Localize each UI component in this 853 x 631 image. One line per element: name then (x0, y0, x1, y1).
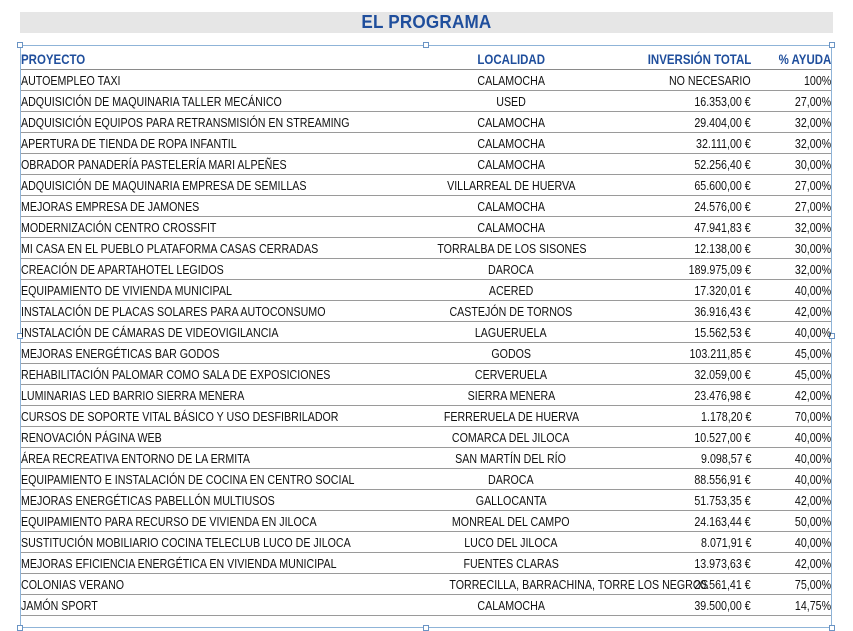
cell-localidad: USED (421, 91, 601, 112)
resize-handle-top-left[interactable] (17, 42, 23, 48)
cell-ayuda: 30,00% (751, 154, 831, 175)
cell-localidad: GALLOCANTA (421, 490, 601, 511)
cell-ayuda: 42,00% (751, 490, 831, 511)
cell-proyecto: MEJORAS EFICIENCIA ENERGÉTICA EN VIVIENDA MUNICIPAL (21, 553, 421, 574)
cell-ayuda: 70,00% (751, 406, 831, 427)
table-row (21, 154, 831, 175)
cell-proyecto: EQUIPAMIENTO DE VIVIENDA MUNICIPAL (21, 280, 421, 301)
table-body (21, 70, 831, 616)
table-row (21, 175, 831, 196)
cell-localidad: MONREAL DEL CAMPO (421, 511, 601, 532)
cell-ayuda: 27,00% (751, 196, 831, 217)
cell-proyecto: ÁREA RECREATIVA ENTORNO DE LA ERMITA (21, 448, 421, 469)
cell-inversion: 29.404,00 € (601, 112, 751, 133)
cell-localidad: SIERRA MENERA (421, 385, 601, 406)
table-row (21, 112, 831, 133)
cell-ayuda: 32,00% (751, 217, 831, 238)
cell-localidad: COMARCA DEL JILOCA (421, 427, 601, 448)
cell-proyecto: MODERNIZACIÓN CENTRO CROSSFIT (21, 217, 421, 238)
cell-localidad: CASTEJÓN DE TORNOS (421, 301, 601, 322)
cell-proyecto: LUMINARIAS LED BARRIO SIERRA MENERA (21, 385, 421, 406)
title-bar (20, 12, 833, 33)
table-row (21, 196, 831, 217)
table-row (21, 322, 831, 343)
resize-handle-bottom-right[interactable] (829, 625, 835, 631)
cell-proyecto: MEJORAS ENERGÉTICAS BAR GODOS (21, 343, 421, 364)
cell-ayuda: 100% (751, 70, 831, 91)
table-row (21, 385, 831, 406)
cell-proyecto: JAMÓN SPORT (21, 595, 421, 616)
cell-localidad: LUCO DEL JILOCA (421, 532, 601, 553)
cell-localidad: LAGUERUELA (421, 322, 601, 343)
cell-inversion: 88.556,91 € (601, 469, 751, 490)
cell-inversion: 8.071,91 € (601, 532, 751, 553)
cell-proyecto: RENOVACIÓN PÁGINA WEB (21, 427, 421, 448)
cell-proyecto: MI CASA EN EL PUEBLO PLATAFORMA CASAS CERRADAS (21, 238, 421, 259)
cell-ayuda: 30,00% (751, 238, 831, 259)
cell-inversion: 24.163,44 € (601, 511, 751, 532)
cell-inversion: 189.975,09 € (601, 259, 751, 280)
program-table (21, 49, 831, 616)
cell-inversion: 32.111,00 € (601, 133, 751, 154)
cell-proyecto: ADQUISICIÓN EQUIPOS PARA RETRANSMISIÓN EN STREAMING (21, 112, 421, 133)
resize-handle-top-center[interactable] (423, 42, 429, 48)
header-inversion-total: INVERSIÓN TOTAL (601, 49, 751, 70)
table-row (21, 238, 831, 259)
cell-inversion: 39.500,00 € (601, 595, 751, 616)
table-row (21, 259, 831, 280)
cell-inversion: 23.476,98 € (601, 385, 751, 406)
cell-inversion: 12.138,00 € (601, 238, 751, 259)
cell-inversion: 32.059,00 € (601, 364, 751, 385)
cell-proyecto: INSTALACIÓN DE CÁMARAS DE VIDEOVIGILANCIA (21, 322, 421, 343)
cell-ayuda: 40,00% (751, 448, 831, 469)
cell-ayuda: 27,00% (751, 91, 831, 112)
cell-ayuda: 45,00% (751, 343, 831, 364)
cell-localidad: CALAMOCHA (421, 112, 601, 133)
cell-localidad: FUENTES CLARAS (421, 553, 601, 574)
cell-localidad: DAROCA (421, 259, 601, 280)
cell-inversion: 9.098,57 € (601, 448, 751, 469)
cell-ayuda: 75,00% (751, 574, 831, 595)
resize-handle-bottom-left[interactable] (17, 625, 23, 631)
cell-proyecto: OBRADOR PANADERÍA PASTELERÍA MARI ALPEÑES (21, 154, 421, 175)
cell-proyecto: AUTOEMPLEO TAXI (21, 70, 421, 91)
cell-localidad: CALAMOCHA (421, 196, 601, 217)
cell-localidad: CALAMOCHA (421, 154, 601, 175)
cell-proyecto: EQUIPAMIENTO PARA RECURSO DE VIVIENDA EN JILOCA (21, 511, 421, 532)
cell-proyecto: INSTALACIÓN DE PLACAS SOLARES PARA AUTOCONSUMO (21, 301, 421, 322)
cell-inversion: 16.353,00 € (601, 91, 751, 112)
header-ayuda: % AYUDA (751, 49, 831, 70)
cell-proyecto: SUSTITUCIÓN MOBILIARIO COCINA TELECLUB LUCO DE JILOCA (21, 532, 421, 553)
cell-ayuda: 42,00% (751, 301, 831, 322)
cell-ayuda: 40,00% (751, 427, 831, 448)
table-row (21, 427, 831, 448)
table-row (21, 364, 831, 385)
table-row (21, 91, 831, 112)
table-row (21, 574, 831, 595)
cell-ayuda: 40,00% (751, 280, 831, 301)
cell-inversion: 103.211,85 € (601, 343, 751, 364)
cell-proyecto: REHABILITACIÓN PALOMAR COMO SALA DE EXPOSICIONES (21, 364, 421, 385)
cell-ayuda: 42,00% (751, 385, 831, 406)
cell-inversion: 15.562,53 € (601, 322, 751, 343)
cell-ayuda: 40,00% (751, 532, 831, 553)
cell-localidad: CALAMOCHA (421, 595, 601, 616)
cell-inversion: 10.527,00 € (601, 427, 751, 448)
cell-proyecto: CREACIÓN DE APARTAHOTEL LEGIDOS (21, 259, 421, 280)
cell-ayuda: 40,00% (751, 322, 831, 343)
cell-inversion: 52.256,40 € (601, 154, 751, 175)
table-row (21, 469, 831, 490)
cell-localidad: VILLARREAL DE HUERVA (421, 175, 601, 196)
cell-inversion: 17.320,01 € (601, 280, 751, 301)
cell-inversion: 24.576,00 € (601, 196, 751, 217)
cell-proyecto: ADQUISICIÓN DE MAQUINARIA EMPRESA DE SEMILLAS (21, 175, 421, 196)
cell-localidad: DAROCA (421, 469, 601, 490)
table-row (21, 511, 831, 532)
resize-handle-bottom-center[interactable] (423, 625, 429, 631)
cell-inversion: 36.916,43 € (601, 301, 751, 322)
cell-ayuda: 14,75% (751, 595, 831, 616)
table-row (21, 595, 831, 616)
cell-localidad: CALAMOCHA (421, 217, 601, 238)
cell-localidad: TORRECILLA, BARRACHINA, TORRE LOS NEGROS (421, 574, 601, 595)
cell-inversion: NO NECESARIO (601, 70, 751, 91)
cell-ayuda: 42,00% (751, 553, 831, 574)
cell-inversion: 20.561,41 € (601, 574, 751, 595)
table-row (21, 280, 831, 301)
table-row (21, 301, 831, 322)
table-row (21, 553, 831, 574)
cell-ayuda: 27,00% (751, 175, 831, 196)
cell-proyecto: COLONIAS VERANO (21, 574, 421, 595)
table-row (21, 532, 831, 553)
cell-localidad: CALAMOCHA (421, 133, 601, 154)
cell-proyecto: MEJORAS ENERGÉTICAS PABELLÓN MULTIUSOS (21, 490, 421, 511)
cell-ayuda: 40,00% (751, 469, 831, 490)
cell-localidad: GODOS (421, 343, 601, 364)
header-proyecto: PROYECTO (21, 49, 421, 70)
cell-inversion: 13.973,63 € (601, 553, 751, 574)
table-row (21, 490, 831, 511)
cell-proyecto: ADQUISICIÓN DE MAQUINARIA TALLER MECÁNICO (21, 91, 421, 112)
cell-localidad: FERRERUELA DE HUERVA (421, 406, 601, 427)
table-header-row (21, 49, 831, 70)
cell-inversion: 65.600,00 € (601, 175, 751, 196)
header-localidad: LOCALIDAD (421, 49, 601, 70)
cell-inversion: 1.178,20 € (601, 406, 751, 427)
cell-ayuda: 32,00% (751, 133, 831, 154)
page-title: EL PROGRAMA (361, 12, 492, 32)
cell-proyecto: EQUIPAMIENTO E INSTALACIÓN DE COCINA EN CENTRO SOCIAL (21, 469, 421, 490)
table-row (21, 133, 831, 154)
cell-localidad: TORRALBA DE LOS SISONES (421, 238, 601, 259)
cell-ayuda: 45,00% (751, 364, 831, 385)
cell-proyecto: CURSOS DE SOPORTE VITAL BÁSICO Y USO DESFIBRILADOR (21, 406, 421, 427)
cell-proyecto: APERTURA DE TIENDA DE ROPA INFANTIL (21, 133, 421, 154)
cell-localidad: CERVERUELA (421, 364, 601, 385)
table-row (21, 343, 831, 364)
cell-proyecto: MEJORAS EMPRESA DE JAMONES (21, 196, 421, 217)
cell-ayuda: 32,00% (751, 112, 831, 133)
cell-inversion: 51.753,35 € (601, 490, 751, 511)
cell-localidad: SAN MARTÍN DEL RÍO (421, 448, 601, 469)
table-row (21, 448, 831, 469)
cell-localidad: ACERED (421, 280, 601, 301)
table-row (21, 217, 831, 238)
resize-handle-top-right[interactable] (829, 42, 835, 48)
table-row (21, 406, 831, 427)
cell-localidad: CALAMOCHA (421, 70, 601, 91)
cell-ayuda: 50,00% (751, 511, 831, 532)
table-row (21, 70, 831, 91)
cell-ayuda: 32,00% (751, 259, 831, 280)
cell-inversion: 47.941,83 € (601, 217, 751, 238)
